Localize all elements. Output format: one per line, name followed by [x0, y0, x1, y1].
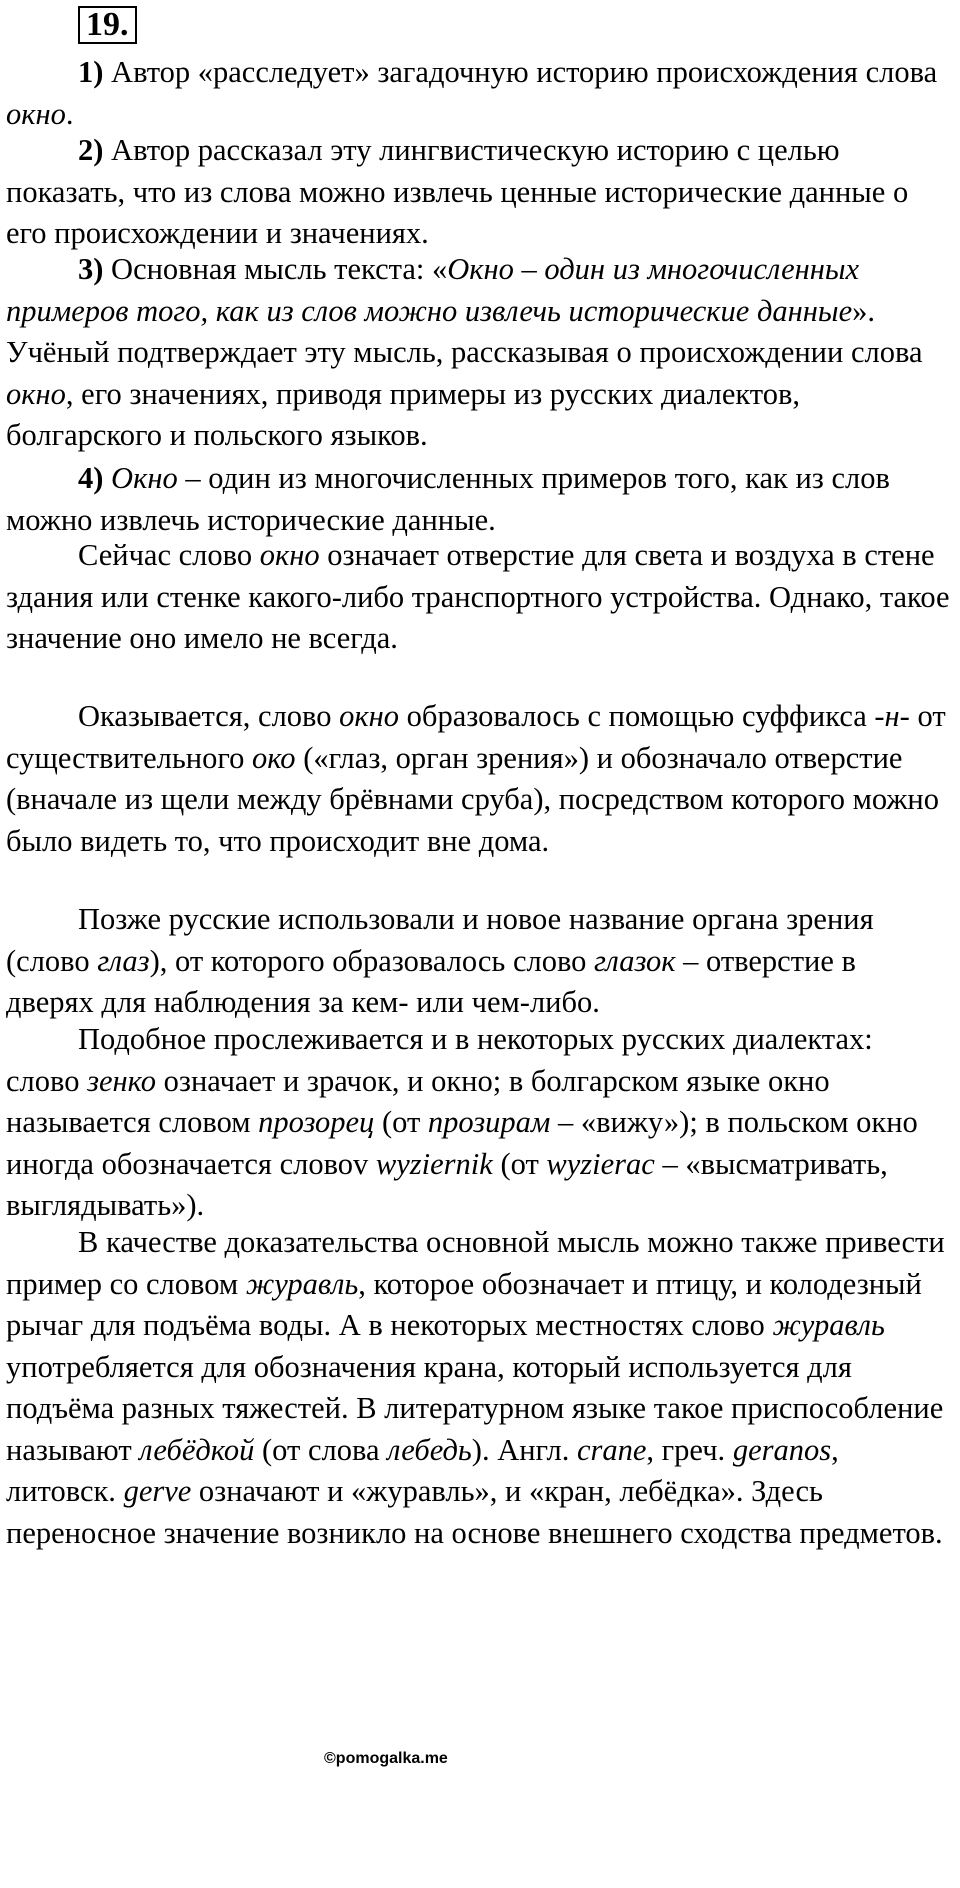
text: – один из многочисленных примеров того, как из слов можно извлечь исторические данные. — [6, 461, 890, 537]
essay-paragraph-2 — [6, 696, 951, 862]
italic-word: зенко — [87, 1063, 157, 1098]
text: , литовск. — [6, 1432, 839, 1508]
text: Сейчас слово — [78, 538, 260, 572]
italic-word: Окно — [111, 461, 178, 495]
text: ). Англ. — [471, 1432, 577, 1467]
text: означают и «журавль», и «кран, лебёдка». Здесь переносное значение возникло на основе внешнего сходства предметов. — [6, 1474, 943, 1550]
answer-number: 4) — [78, 461, 104, 495]
text: – «вижу»); в польском окно иногда обозначается словоv — [6, 1105, 918, 1181]
text: употребляется для обозначения крана, который используется для подъёма разных тяжестей. В литературном языке такое приспособление называют — [6, 1349, 944, 1467]
text: ), от которого образовалось слово — [149, 943, 595, 978]
text: ». Учёный подтверждает эту мысль, рассказывая о происхождении слова — [6, 293, 923, 369]
italic-word: wyzierac — [546, 1146, 655, 1181]
italic-word: око — [251, 740, 296, 775]
text: (от — [374, 1105, 428, 1139]
italic-word: -н- — [874, 699, 910, 733]
watermark: ©pomogalka.me — [324, 1750, 448, 1767]
text: Основная мысль текста: « — [103, 252, 448, 286]
text: – «высматривать, выглядывать»). — [6, 1146, 888, 1222]
italic-word: gerve — [123, 1474, 192, 1508]
text: (от слова — [254, 1432, 388, 1467]
italic-word: прозирам — [427, 1105, 551, 1139]
text: – отверстие в дверях для наблюдения за кем- или чем-либо. — [6, 943, 856, 1019]
essay-paragraph-3 — [6, 899, 951, 1024]
italic-word: журавль — [772, 1308, 885, 1342]
text: означает и зрачок, и окно; в болгарском языке окно называется словом — [6, 1063, 830, 1139]
italic-word: прозорец — [258, 1105, 375, 1139]
text: Позже русские использовали и новое название органа зрения (слово — [6, 902, 874, 978]
italic-word: глазок — [594, 943, 676, 978]
text: от существительного — [6, 699, 946, 775]
italic-word: окно — [6, 96, 66, 131]
essay-paragraph-1 — [6, 535, 951, 660]
answer-3 — [6, 249, 951, 457]
italic-word: лебёдкой — [139, 1432, 255, 1467]
text: В качестве доказательства основной мысль можно также привести пример со словом — [6, 1225, 945, 1301]
text: Автор «расследует» загадочную историю происхождения слова — [103, 55, 938, 89]
task-number-box: 19. — [78, 6, 137, 44]
italic-word: окно — [6, 376, 66, 411]
answer-number: 2) — [78, 133, 104, 167]
italic-word: geranos — [732, 1432, 832, 1467]
italic-word: окно — [259, 538, 320, 572]
italic-word: лебедь — [387, 1432, 472, 1467]
answer-number: 1) — [78, 55, 104, 89]
text: , которое обозначает и птицу, и колодезный рычаг для подъёма воды. А в некоторых местностях слово — [6, 1266, 922, 1342]
text: означает отверстие для света и воздуха в стене здания или стенке какого-либо транспортного устройства. Однако, такое значение оно имело не всегда. — [6, 538, 950, 655]
italic-quote: Окно – один из многочисленных примеров того, как из слов можно извлечь исторические данные — [6, 252, 860, 328]
italic-word: журавль — [245, 1266, 359, 1301]
text: (от — [492, 1146, 547, 1181]
text: образовалось с помощью суффикса — [399, 699, 875, 733]
text: Оказывается, слово — [78, 699, 340, 733]
italic-word: окно — [339, 699, 400, 733]
answer-1 — [6, 52, 951, 135]
italic-word: crane — [576, 1432, 647, 1467]
text: , греч. — [646, 1432, 733, 1467]
text: («глаз, орган зрения») и обозначало отверстие (вначале из щели между брёвнами сруба), посредством которого можно было видеть то, что происходит вне дома. — [6, 740, 940, 858]
text: Автор рассказал эту лингвистическую историю с целью показать, что из слова можно извлечь ценные исторические данные о его происхождении и значениях. — [6, 133, 909, 250]
italic-word: wyziernik — [375, 1146, 493, 1181]
text: , его значениях, приводя примеры из русских диалектов, болгарского и польского языков. — [6, 376, 800, 452]
essay-paragraph-5 — [6, 1222, 951, 1554]
italic-word: глаз — [97, 943, 150, 978]
answer-2 — [6, 130, 951, 255]
text: . — [65, 96, 74, 131]
answer-4 — [6, 458, 951, 541]
answer-number: 3) — [78, 252, 104, 286]
text: Подобное прослеживается и в некоторых русских диалектах: слово — [6, 1022, 873, 1098]
essay-paragraph-4 — [6, 1019, 951, 1227]
